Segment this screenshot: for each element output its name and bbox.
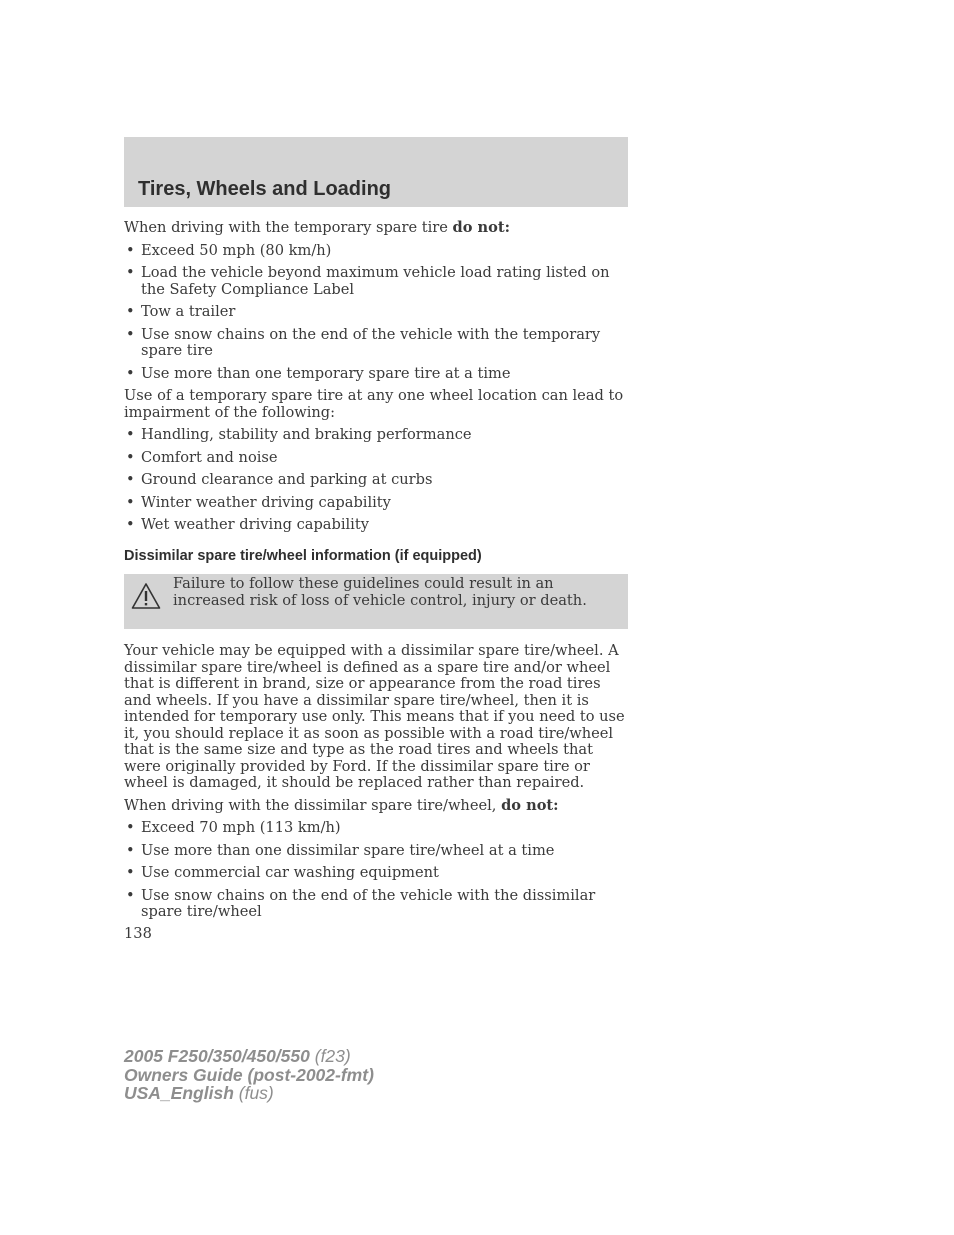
- list-item: • Exceed 70 mph (113 km/h): [124, 820, 628, 837]
- footer-line-guide: [124, 1066, 374, 1085]
- list-item: • Use commercial car washing equipment: [124, 865, 628, 882]
- footer-guide: Owners Guide (post-2002-fmt): [124, 1064, 374, 1085]
- footer-language-code: (fus): [233, 1083, 274, 1103]
- list-item: • Wet weather driving capability: [124, 517, 628, 534]
- section-title: Tires, Wheels and Loading: [138, 178, 392, 200]
- impairment-intro: Use of a temporary spare tire at any one wheel location can lead to impairment of the following:: [124, 387, 624, 421]
- section-header-band: [124, 137, 628, 207]
- list-item: • Ground clearance and parking at curbs: [124, 472, 628, 489]
- footer-model-code: (f23): [309, 1046, 351, 1066]
- dissimilar-paragraph: Your vehicle may be equipped with a dissimilar spare tire/wheel. A dissimilar spare tire/wheel is defined as a spare tire and/or wheel that is different in brand, size or appearance from the road tires and wheels. If you have a dissimilar spare tire/wheel, then it is intended for temporary use only. This means that if you need to use it, you should replace it as soon as possible with a road tire/wheel that is the same size and type as the road tires and wheels that were originally provided by Ford. If the dissimilar spare tire or wheel is damaged, it should be replaced rather than repaired.: [124, 642, 625, 791]
- list-item: • Use snow chains on the end of the vehicle with the temporary spare tire: [124, 327, 628, 360]
- dissimilar-heading: Dissimilar spare tire/wheel information (if equipped): [124, 547, 482, 564]
- warning-box: [124, 574, 628, 629]
- list-item: • Exceed 50 mph (80 km/h): [124, 243, 628, 260]
- footer-model: 2005 F250/350/450/550: [124, 1046, 310, 1066]
- dissimilar-intro: [124, 798, 628, 815]
- list-item: • Load the vehicle beyond maximum vehicle load rating listed on the Safety Compliance Label: [124, 265, 628, 298]
- page-content: [124, 220, 628, 927]
- dissimilar-list: [124, 820, 628, 921]
- list-item: • Use more than one temporary spare tire at a time: [124, 366, 628, 383]
- warning-text: Failure to follow these guidelines could result in an increased risk of loss of vehicle control, injury or death.: [173, 575, 587, 609]
- page-number: 138: [124, 925, 152, 942]
- footer-line-language: [124, 1084, 374, 1103]
- document-footer: [124, 1047, 374, 1103]
- footer-line-model: [124, 1047, 374, 1066]
- temp-spare-list: [124, 243, 628, 383]
- footer-language: USA_English: [124, 1083, 234, 1103]
- warning-triangle-icon: [131, 582, 161, 610]
- list-item: • Handling, stability and braking performance: [124, 427, 628, 444]
- impairment-list: [124, 427, 628, 534]
- temp-spare-intro-text: When driving with the temporary spare tire: [124, 219, 453, 236]
- dissimilar-intro-text: When driving with the dissimilar spare tire/wheel,: [124, 796, 502, 814]
- list-item: • Use more than one dissimilar spare tire/wheel at a time: [124, 843, 628, 860]
- list-item: • Use snow chains on the end of the vehicle with the dissimilar spare tire/wheel: [124, 888, 628, 921]
- list-item: • Tow a trailer: [124, 304, 628, 321]
- dissimilar-intro-bold: do not:: [501, 796, 559, 814]
- temp-spare-intro-bold: do not:: [452, 219, 511, 236]
- temp-spare-intro: [124, 220, 628, 237]
- list-item: • Winter weather driving capability: [124, 495, 628, 512]
- list-item: • Comfort and noise: [124, 450, 628, 467]
